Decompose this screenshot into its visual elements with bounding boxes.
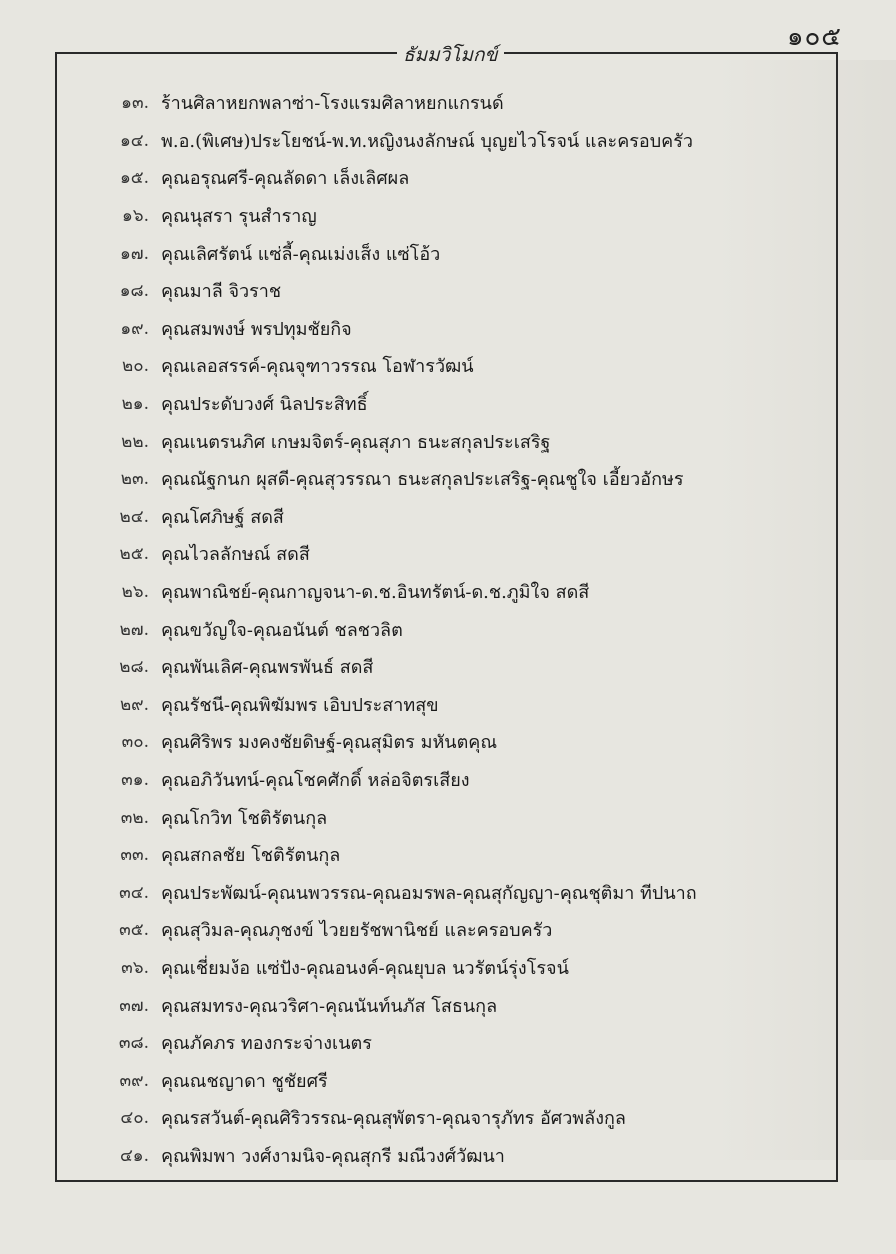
- list-item: [57, 498, 836, 536]
- entry-number: ๒๘.: [119, 657, 149, 678]
- list-item: [57, 197, 836, 235]
- entry-number: ๑๕.: [119, 168, 149, 189]
- entry-number: ๓๗.: [119, 995, 149, 1016]
- list-item: [57, 159, 836, 197]
- entry-text: คุณภัคภร ทองกระจ่างเนตร: [161, 1033, 372, 1055]
- entry-number: ๑๘.: [119, 281, 149, 302]
- entry-number: ๓๖.: [121, 957, 149, 978]
- entry-number: ๑๖.: [122, 206, 149, 227]
- entry-text: คุณสมทรง-คุณวริศา-คุณนันท์นภัส โสธนกุล: [161, 995, 498, 1017]
- entry-text: คุณโศภิษฐ์ สดสี: [161, 506, 284, 528]
- list-item: [57, 310, 836, 348]
- entry-text: คุณนุสรา รุนสำราญ: [161, 206, 317, 228]
- entry-number: ๒๐.: [122, 356, 149, 377]
- entry-text: คุณสุวิมล-คุณภุชงข์ ไวยยรัชพานิชย์ และครอบครัว: [161, 920, 553, 942]
- entry-text: คุณเนตรนภิศ เกษมจิตร์-คุณสุภา ธนะสกุลประเสริฐ: [161, 431, 551, 453]
- list-item: [57, 122, 836, 160]
- content-frame: [55, 44, 838, 1182]
- list-item: [57, 84, 836, 122]
- entry-text: คุณประพัฒน์-คุณนพวรรณ-คุณอมรพล-คุณสุกัญญา-คุณชุติมา ทีปนาถ: [161, 882, 697, 904]
- entry-number: ๒๗.: [119, 619, 149, 640]
- entry-text: คุณไวลลักษณ์ สดสี: [161, 544, 310, 566]
- list-item: [57, 798, 836, 836]
- list-item: [57, 272, 836, 310]
- list-item: [57, 385, 836, 423]
- entry-number: ๑๓.: [121, 93, 149, 114]
- entry-number: ๓๑.: [121, 769, 149, 790]
- donor-list: [57, 84, 836, 1174]
- entry-number: ๒๖.: [121, 582, 149, 603]
- entry-number: ๔๐.: [120, 1108, 149, 1129]
- list-item: [57, 648, 836, 686]
- entry-text: คุณมาลี จิวราช: [161, 281, 282, 303]
- list-item: [57, 761, 836, 799]
- entry-number: ๓๕.: [119, 920, 149, 941]
- entry-text: คุณพาณิชย์-คุณกาญจนา-ด.ช.อินทรัตน์-ด.ช.ภูมิใจ สดสี: [161, 582, 590, 604]
- list-item: [57, 347, 836, 385]
- list-item: [57, 836, 836, 874]
- running-header: ธัมมวิโมกข์: [397, 40, 504, 70]
- entry-number: ๔๑.: [119, 1145, 149, 1166]
- entry-number: ๑๗.: [120, 243, 149, 264]
- entry-number: ๒๓.: [120, 469, 149, 490]
- entry-number: ๓๒.: [120, 807, 149, 828]
- entry-number: ๒๙.: [119, 694, 149, 715]
- entry-number: ๓๐.: [121, 732, 149, 753]
- entry-number: ๒๑.: [121, 394, 149, 415]
- entry-text: คุณเลิศรัตน์ แซ่ลี้-คุณเม่งเส็ง แซ่โอ้ว: [161, 243, 441, 265]
- entry-text: คุณสมพงษ์ พรปทุมชัยกิจ: [161, 318, 352, 340]
- list-item: [57, 949, 836, 987]
- entry-text: คุณเลอสรรค์-คุณจุฑาวรรณ โอฬารวัฒน์: [161, 356, 474, 378]
- list-item: [57, 911, 836, 949]
- entry-text: คุณสกลชัย โชติรัตนกุล: [161, 845, 341, 867]
- entry-number: ๒๕.: [119, 544, 149, 565]
- entry-text: คุณอรุณศรี-คุณลัดดา เล็งเลิศผล: [161, 168, 410, 190]
- entry-number: ๓๘.: [118, 1033, 149, 1054]
- list-item: [57, 234, 836, 272]
- list-item: [57, 686, 836, 724]
- list-item: [57, 873, 836, 911]
- list-item: [57, 1099, 836, 1137]
- entry-number: ๓๔.: [119, 882, 149, 903]
- entry-text: คุณณชญาดา ชูชัยศรี: [161, 1070, 328, 1092]
- list-item: [57, 1024, 836, 1062]
- entry-number: ๑๔.: [119, 130, 149, 151]
- entry-text: คุณรสวันต์-คุณศิริวรรณ-คุณสุพัตรา-คุณจารุภัทร อัศวพลังกูล: [161, 1108, 626, 1130]
- list-item: [57, 723, 836, 761]
- list-item: [57, 460, 836, 498]
- entry-number: ๒๒.: [121, 431, 149, 452]
- entry-text: ร้านศิลาหยกพลาซ่า-โรงแรมศิลาหยกแกรนด์: [161, 93, 504, 115]
- entry-number: ๓๓.: [120, 845, 149, 866]
- entry-text: คุณอภิวันทน์-คุณโชคศักดิ์ หล่อจิตรเสียง: [161, 769, 470, 791]
- entry-text: คุณณัฐกนก ผุสดี-คุณสุวรรณา ธนะสกุลประเสริฐ-คุณชูใจ เอี้ยวอักษร: [161, 469, 684, 491]
- entry-number: ๑๙.: [120, 318, 149, 339]
- entry-number: ๓๙.: [119, 1070, 149, 1091]
- entry-text: คุณขวัญใจ-คุณอนันต์ ชลชวลิต: [161, 619, 403, 641]
- entry-text: คุณพันเลิศ-คุณพรพันธ์ สดสี: [161, 657, 374, 679]
- entry-text: คุณรัชนี-คุณพิฆัมพร เอิบประสาทสุข: [161, 694, 439, 716]
- list-item: [57, 573, 836, 611]
- entry-text: คุณศิริพร มงคงชัยดิษฐ์-คุณสุมิตร มหันตคุณ: [161, 732, 498, 754]
- list-item: [57, 1061, 836, 1099]
- entry-text: พ.อ.(พิเศษ)ประโยชน์-พ.ท.หญิงนงลักษณ์ บุญยไวโรจน์ และครอบครัว: [161, 130, 693, 152]
- list-item: [57, 535, 836, 573]
- entry-text: คุณพิมพา วงศ์งามนิจ-คุณสุกรี มณีวงศ์วัฒนา: [161, 1145, 505, 1167]
- list-item: [57, 610, 836, 648]
- entry-text: คุณเชี่ยมง้อ แซ่ปัง-คุณอนงค์-คุณยุบล นวรัตน์รุ่งโรจน์: [161, 957, 569, 979]
- page-number: ๑๐๕: [786, 22, 842, 52]
- list-item: [57, 986, 836, 1024]
- list-item: [57, 1137, 836, 1175]
- entry-number: ๒๔.: [119, 506, 149, 527]
- entry-text: คุณโกวิท โชติรัตนกุล: [161, 807, 328, 829]
- entry-text: คุณประดับวงศ์ นิลประสิทธิ์: [161, 394, 368, 416]
- list-item: [57, 422, 836, 460]
